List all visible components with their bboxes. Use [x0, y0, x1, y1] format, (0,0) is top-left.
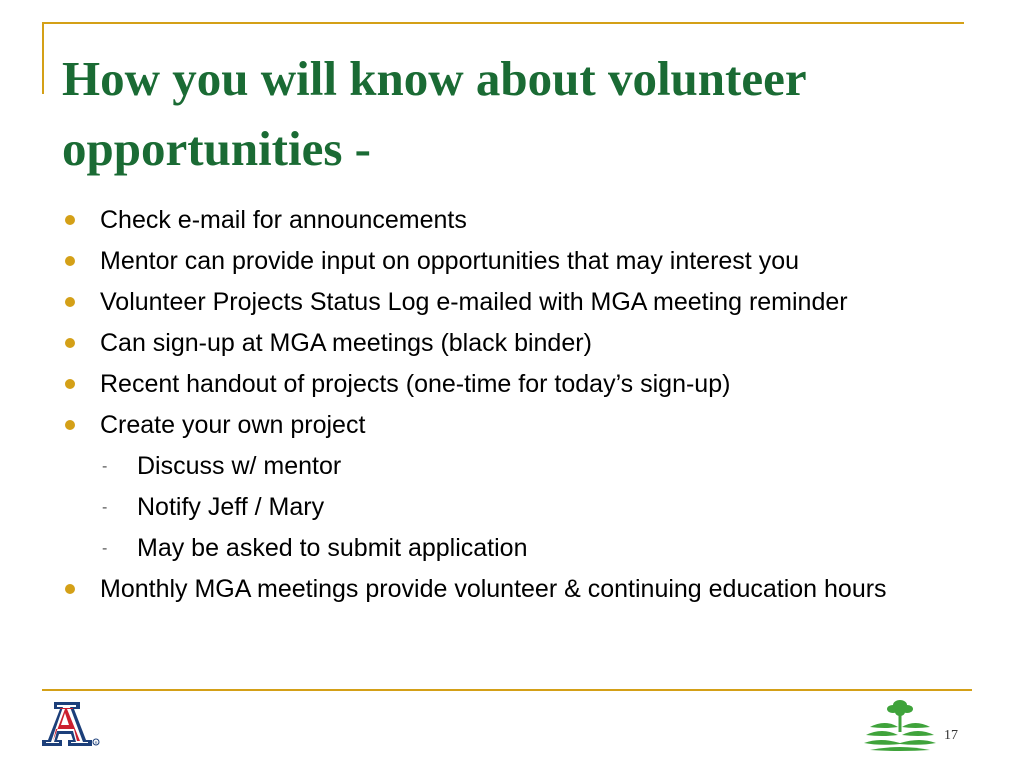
bullet-item — [62, 245, 962, 278]
bullet-item — [62, 409, 962, 442]
university-of-arizona-logo — [40, 700, 106, 748]
bullet-item — [62, 573, 962, 606]
bullet-text: Monthly MGA meetings provide volunteer & continuing education hours — [100, 575, 887, 603]
bullet-list — [62, 204, 962, 614]
bullet-dot-icon — [65, 420, 75, 430]
left-divider — [42, 22, 44, 94]
dash-icon: - — [102, 458, 108, 475]
bullet-text: Mentor can provide input on opportunities that may interest you — [100, 247, 800, 275]
bullet-text: Notify Jeff / Mary — [137, 493, 325, 521]
master-gardener-leaf-logo — [860, 697, 940, 755]
slide-title: How you will know about volunteer opportunities - — [62, 51, 806, 176]
bullet-text: Recent handout of projects (one-time for today’s sign-up) — [100, 370, 731, 398]
bullet-text: Discuss w/ mentor — [137, 452, 342, 480]
top-divider — [42, 22, 964, 24]
sub-bullet-item — [62, 532, 962, 565]
bullet-text: Volunteer Projects Status Log e-mailed with MGA meeting reminder — [100, 288, 848, 316]
bullet-item — [62, 327, 962, 360]
bullet-dot-icon — [65, 256, 75, 266]
bullet-dot-icon — [65, 584, 75, 594]
bullet-dot-icon — [65, 297, 75, 307]
bullet-dot-icon — [65, 379, 75, 389]
sub-bullet-item — [62, 491, 962, 524]
page-number: 17 — [944, 728, 958, 743]
dash-icon: - — [102, 499, 108, 516]
sub-bullet-item — [62, 450, 962, 483]
bullet-dot-icon — [65, 215, 75, 225]
bullet-item — [62, 286, 962, 319]
dash-icon: - — [102, 540, 108, 557]
bullet-dot-icon — [65, 338, 75, 348]
svg-text:R: R — [94, 740, 98, 745]
bullet-text: Check e-mail for announcements — [100, 206, 467, 234]
bullet-text: May be asked to submit application — [137, 534, 528, 562]
bullet-text: Can sign-up at MGA meetings (black binder) — [100, 329, 592, 357]
bullet-text: Create your own project — [100, 411, 366, 439]
bullet-item — [62, 368, 962, 401]
bottom-divider — [42, 689, 972, 691]
bullet-item — [62, 204, 962, 237]
